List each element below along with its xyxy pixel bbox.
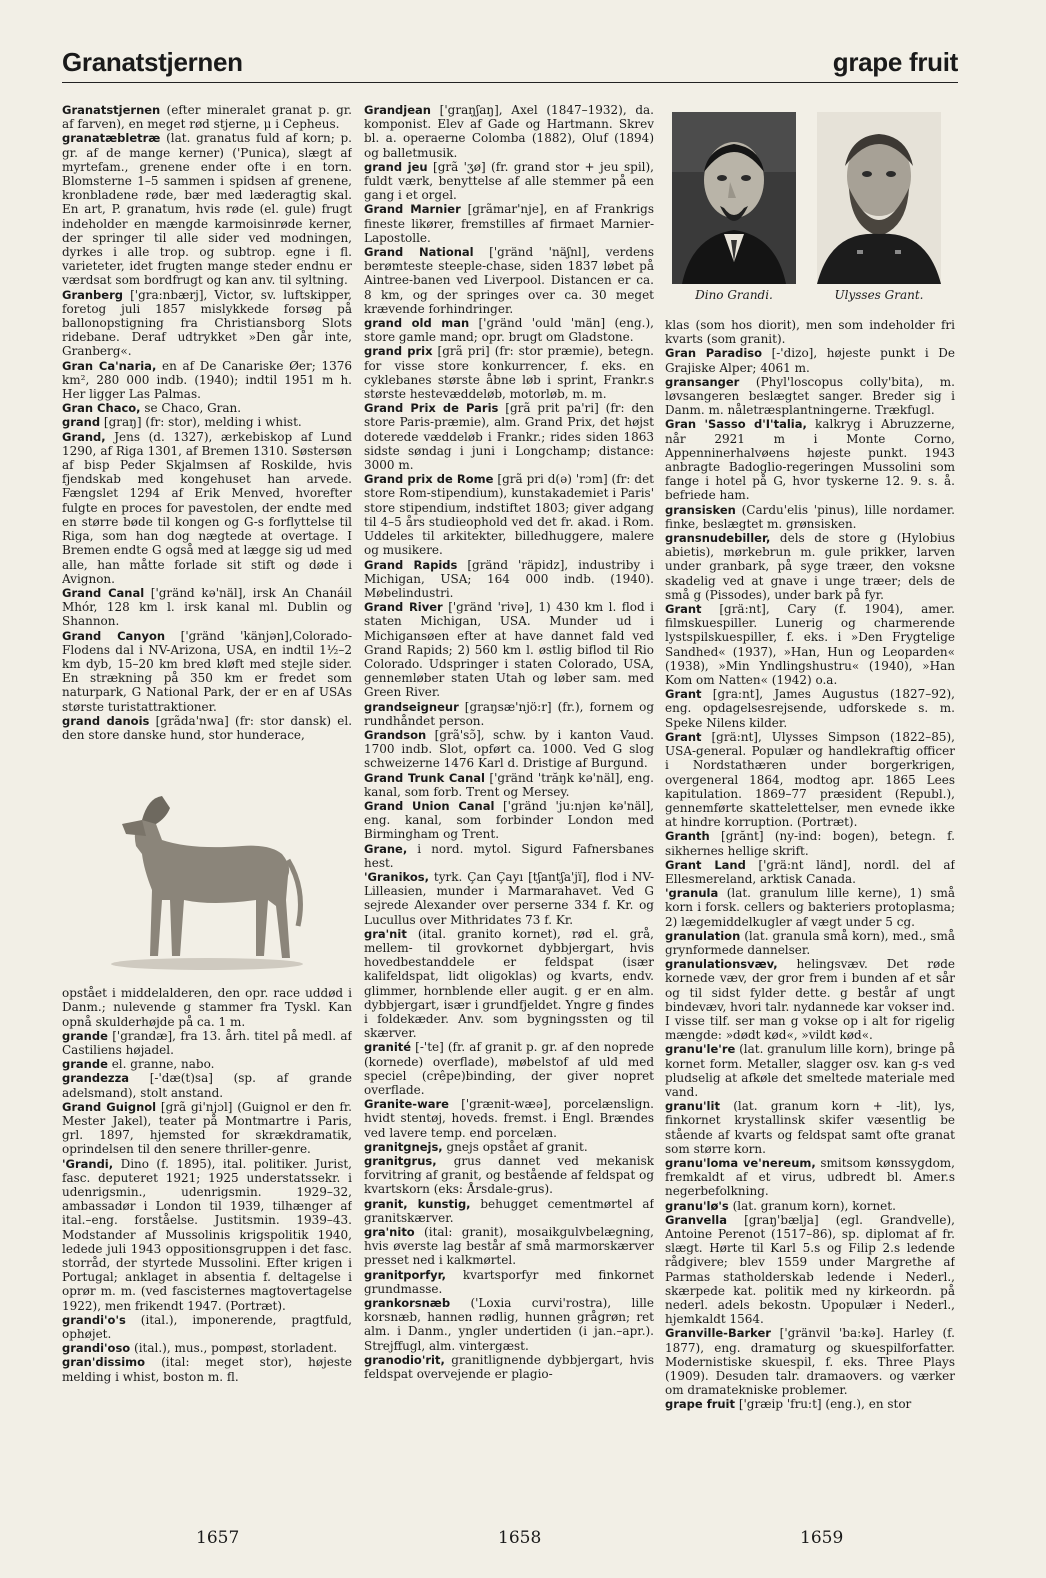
entry-headword: Grant Land <box>665 857 746 872</box>
dictionary-entry <box>364 1097 654 1140</box>
dictionary-entry <box>665 687 955 730</box>
page-number-1657: 1657 <box>196 1528 240 1548</box>
dictionary-entry <box>62 1071 352 1099</box>
entry-headword: grand old man <box>364 316 470 331</box>
entry-definition: [grã gi'njɔl] (Guignol er den fr. Mester Jakel), teater på Montmartre i Paris, grl. 1897, hjemsted for skrækdramatik, oprindelsen til den senere thriller-genre. <box>62 1099 352 1157</box>
left-guide-word: Granatstjernen <box>62 47 243 77</box>
dictionary-entry <box>62 131 352 287</box>
dictionary-entry <box>62 415 352 429</box>
entry-definition: ('Loxia curvi'rostra), lille korsnæb, hannen rødlig, hunnen grågrøn; ret alm. i Danm., yngler undertiden (i jan.–apr.). Strejffugl, alm. vintergæst. <box>364 1296 654 1353</box>
entry-headword: granatæbletræ <box>62 131 161 146</box>
entry-headword: granu'le're <box>665 1042 736 1057</box>
entry-definition: [-'te] (fr. af granit p. gr. af den noprede (kornede) overflade), møbelstof af uld med speciel (crêpe)binding, der giver nopret overflade. <box>364 1040 654 1098</box>
entry-headword: granodio'rit, <box>364 1352 445 1367</box>
dictionary-entry <box>665 858 955 886</box>
entry-definition: (Cardu'elis 'pinus), lille nordamer. finke, beslægtet m. grønsisken. <box>665 502 955 531</box>
entry-headword: grandezza <box>62 1071 130 1086</box>
entry-definition: (ital: meget stor), højeste melding i whist, boston m. fl. <box>62 1355 352 1384</box>
entry-definition: tyrk. Çan Çayı [tʃantʃa'jï], flod i NV-Lilleasien, munder i Marmarahavet. Ved G sejrede Alexander over perserne 334 f. Kr. og Lucullus over Mithridates 73 f. Kr. <box>364 869 654 927</box>
entry-definition: (ital: granit), mosaikgulvbelægning, hvis øverste lag består af små marmorskærver presset ned i kalkmørtel. <box>364 1225 654 1268</box>
column-1 <box>62 103 352 1500</box>
entry-definition: [grănt] (ny-ind: bogen), betegn. f. sikhernes hellige skrift. <box>665 829 955 858</box>
entry-headword: Grandson <box>364 727 427 742</box>
dictionary-entry <box>364 202 654 245</box>
entry-headword: grandi'o's <box>62 1312 126 1327</box>
dictionary-entry <box>62 586 352 629</box>
dictionary-entry <box>364 1197 654 1225</box>
entry-definition: [gra:nt], James Augustus (1827–92), eng. opdagelsesrejsende, udforskede s. m. Speke Nilens kilder. <box>665 687 955 730</box>
entry-headword: grand prix <box>364 344 433 359</box>
entry-definition: [grä:nt], Ulysses Simpson (1822–85), USA-general. Populær og handlekraftig officer i Nordstathæren under borgerkrigen, overgeneral 1864, modtog apr. 1865 Lees kapitulation. 1869–77 præsident (Republ.), gennemførte skattelettelser, men evnede ikke at hindre korruption. (Portræt). <box>665 729 955 830</box>
dictionary-entry <box>364 1140 654 1154</box>
dictionary-entry <box>665 1099 955 1156</box>
entry-definition: (lat. granum korn + -lit), lys, finkornet krystallinsk skifer væsentlig be stående af kvarts og feldspat samt ofte granat som større korn. <box>665 1099 955 1156</box>
dictionary-entry <box>62 1313 352 1341</box>
dictionary-entry <box>364 245 654 316</box>
entry-definition: kalkryg i Abruzzerne, når 2921 m i Monte Corno, Appenninerhalvøens højeste punkt. 1943 anbragte Badoglio-regeringen Mussolini som fange i hotel på G, hvor tyskerne 12. 9. s. å. befriede ham. <box>665 417 955 503</box>
entry-definition: (efter mineralet granat p. gr. af farven), en meget rød stjerne, μ i Cepheus. <box>62 103 352 132</box>
entry-definition: ['gränd 'näʃnl], verdens berømteste steeple-chase, siden 1837 løbet på Aintree-banen ved Liverpool. Distancen er ca. 8 km, og der springes over ca. 30 meget krævende forhindringer. <box>364 245 654 316</box>
dictionary-entry <box>364 1040 654 1097</box>
dictionary-entry <box>62 1100 352 1157</box>
entry-definition: kvartsporfyr med finkornet grundmasse. <box>364 1267 654 1296</box>
entry-headword: Grand Guignol <box>62 1099 157 1114</box>
dictionary-entry <box>62 401 352 415</box>
entry-headword: Gran Paradiso <box>665 346 763 361</box>
dictionary-entry <box>665 602 955 687</box>
dictionary-entry <box>364 842 654 870</box>
entry-headword: Grand Canal <box>62 585 145 600</box>
entry-definition: [grã pri d(ə) 'rɔm] (fr: det store Rom-stipendium), kunstakademiet i Paris' store stipendium, indstiftet 1803; giver adgang til 4–5 års studieophold ved det fr. akad. i Rom. Uddeles til arkitekter, billedhuggere, malere og musikere. <box>364 472 654 558</box>
entry-headword: grande <box>62 1028 108 1043</box>
dictionary-entry <box>364 558 654 601</box>
entry-definition: [-'dæ(t)sa] (sp. af grande adelsmand), stolt anstand. <box>62 1071 352 1100</box>
entry-headword: grand danois <box>62 713 150 728</box>
entry-definition: klas (som hos diorit), men som indeholder fri kvarts (som granit). <box>665 318 955 347</box>
entry-definition: ['grænit-wæə], porcelænslign. hvidt stentøj, hoveds. fremst. i Engl. Brændes ved lavere temp. end porcelæn. <box>364 1097 654 1140</box>
entry-definition: (lat. granum korn), kornet. <box>728 1198 896 1213</box>
entry-definition: ['gränd 'rivə], 1) 430 km l. flod i staten Michigan, USA. Munder ud i Michigansøen efter at have dannet fald ved Grand Rapids; 2) 560 km l. østlig biflod til Rio Colorado. Udspringer i staten Colorado, USA, gennemløber staten Utah og løber sam. med Green River. <box>364 600 654 700</box>
portrait-dino-grandi <box>672 112 796 284</box>
dictionary-entry <box>62 1355 352 1383</box>
entry-headword: Grant <box>665 602 702 617</box>
portrait-ulysses-grant <box>817 112 941 284</box>
entry-headword: Grand River <box>364 600 443 615</box>
entry-definition: [grä:nt], Cary (f. 1904), amer. filmskuespiller. Lunerig og charmerende lystspilskuespiller, f. eks. i »Den Frygtelige Sandhed« (1937), »Han, Hun og Leoparden« (1938), »Min Yndlingshustru« (1940), »Han Kom om Natten« (1942) o.a. <box>665 602 955 688</box>
dictionary-entry <box>62 288 352 359</box>
entry-headword: gransanger <box>665 374 740 389</box>
dictionary-entry <box>364 927 654 1041</box>
dictionary-entry <box>665 957 955 1042</box>
entry-headword: Grant <box>665 729 702 744</box>
dictionary-entry <box>62 1057 352 1071</box>
entry-headword: granité <box>364 1040 412 1055</box>
dictionary-entry <box>62 1029 352 1057</box>
page-number-1659: 1659 <box>800 1528 844 1548</box>
entry-headword: 'Granikos, <box>364 869 429 884</box>
dictionary-entry <box>665 1326 955 1397</box>
entry-headword: gra'nit <box>364 926 407 941</box>
entry-definition: grus dannet ved mekanisk forvitring af granit, og bestående af feldspat og kvartskorn (eks: Årsdale-grus). <box>364 1154 654 1197</box>
entry-definition: [graŋsæ'njö:r] (fr.), fornem og rundhåndet person. <box>364 699 654 728</box>
dictionary-entry <box>665 730 955 829</box>
column-2 <box>364 103 654 1500</box>
entry-headword: Granville-Barker <box>665 1326 771 1341</box>
entry-headword: Gran Chaco, <box>62 401 141 416</box>
entry-definition: smitsom kønssygdom, fremkaldt af et virus, udbredt bl. Amer.s negerbefolkning. <box>665 1155 955 1199</box>
entry-definition: ['grandæ], fra 13. årh. titel på medl. af Castiliens højadel. <box>62 1028 352 1057</box>
entry-definition: (lat. granatus fuld af korn; p. gr. af de mange kerner) ('Punica), slægt af myrtefam., grenene ender ofte i en torn. Blomsterne 1–5 sammen i spidsen af grenene, kronbladene røde, bær med læderagtig skal. En art, P. granatum, hvis røde (el. gule) frugt indeholder en mængde karmoisinrøde kerner, der springer til alle sider ved modningen, dyrkes i alle trop. og subtrop. egne i fl. varieteter, idet frugten mange steder endnu er værdsat som bordfrugt og kan anv. til syltning. <box>62 131 352 288</box>
dictionary-entry <box>364 1225 654 1268</box>
entry-definition: (lat. granula små korn), med., små grynformede dannelser. <box>665 928 955 957</box>
entry-headword: granitgrus, <box>364 1154 437 1169</box>
entry-headword: gra'nito <box>364 1225 415 1240</box>
entry-headword: 'Grandi, <box>62 1156 114 1171</box>
entry-headword: Granatstjernen <box>62 103 161 117</box>
dictionary-entry <box>364 316 654 344</box>
entry-headword: Granite-ware <box>364 1097 449 1112</box>
entry-headword: Gran Ca'naria, <box>62 358 157 373</box>
entry-headword: grape fruit <box>665 1397 735 1412</box>
dictionary-entry <box>364 700 654 728</box>
entry-definition: (ital.), imponerende, pragtfuld, ophøjet. <box>62 1312 352 1342</box>
entry-definition: ['gränd 'trăŋk kə'näl], eng. kanal, som forb. Trent og Mersey. <box>364 770 654 799</box>
entry-definition: Jens (d. 1327), ærkebiskop af Lund 1290, af Riga 1301, af Bremen 1310. Søstersøn af bisp Peder Skjalmsen af Roskilde, hvis fjendskab med kongehuset han arvede. Fængslet 1294 af Erik Menved, hvorefter fulgte en proces for pavestolen, der endte med en større bøde til kongen og G-s forflyttelse til Riga, som han dog nægtede at overtage. I Bremen endte G også med at lægge sig ud med alle, han måtte forlade sit stift og døde i Avignon. <box>62 429 352 586</box>
entry-headword: Grand prix de Rome <box>364 472 494 487</box>
entry-headword: Grand Prix de Paris <box>364 401 499 416</box>
dictionary-entry <box>665 1397 955 1411</box>
entry-headword: grankorsnæb <box>364 1296 451 1311</box>
entry-headword: grand jeu <box>364 159 428 174</box>
entry-definition: el. granne, nabo. <box>107 1057 215 1072</box>
entry-headword: granulation <box>665 928 741 943</box>
dictionary-entry <box>364 870 654 927</box>
entry-definition: ['gra:nbærj], Victor, sv. luftskipper, foretog juli 1857 mislykkede forsøg på ballonopstigning fra Christiansborg Slots ridebane. Deraf udtrykket »Den går inte, Granberg«. <box>62 287 352 359</box>
dictionary-entry <box>62 714 352 742</box>
entry-definition: (ital.), mus., pompøst, storladent. <box>130 1341 338 1356</box>
page-number-1658: 1658 <box>498 1528 542 1548</box>
entry-definition: ['gränd 'känjən],Colorado-Flodens dal i NV-Arizona, USA, en indtil 1½–2 km dyb, 15–20 km bred kløft med stejle sider. En strækning på 350 km er fredet som naturpark, G National Park, der er en af USAs største turistattraktioner. <box>62 628 352 714</box>
page-header <box>62 40 958 83</box>
dictionary-entry <box>364 401 654 472</box>
entry-definition: [graŋ] (fr: stor), melding i whist. <box>100 415 302 430</box>
caption-dino-grandi: Dino Grandi. <box>695 288 773 302</box>
dictionary-entry <box>665 829 955 857</box>
entry-headword: Grand Rapids <box>364 557 458 572</box>
dictionary-entry <box>62 103 352 131</box>
entry-definition: (Phyl'loscopus colly'bita), m. løvsangeren beslægtet sanger. Breder sig i Danm. m. nåletræsplantningerne. Trækfugl. <box>665 374 955 418</box>
great-dane-illustration <box>92 750 322 980</box>
entry-definition: Dino (f. 1895), ital. politiker. Jurist, fasc. deputeret 1921; 1925 understatssekr. i udenrigsmin., udenrigsmin. 1929–32, ambassadør i London til 1939, tilhænger af ital.–eng. forståelse. Justitsmin. 1939–43. Modstander af Mussolinis krigspolitik 1940, ledede juli 1943 oppositionsgruppen i det fasc. storråd, der styrtede Mussolini. Efter krigen i Portugal; anklaget in absentia f. deltagelse i oprør m. m. (ved fascisternes magtovertagelse 1922), men frikendt 1947. (Portræt). <box>62 1156 352 1313</box>
entry-definition: (lat. granulum lille korn), bringe på kornet form. Metaller, slagger osv. kan g-s ved pludselig at afkøle det smeltede materiale med vand. <box>665 1042 955 1099</box>
entry-headword: gransisken <box>665 502 736 517</box>
dictionary-entry <box>364 728 654 771</box>
entry-definition: ['gränd 'ould 'män] (eng.), store gamle mand; opr. brugt om Gladstone. <box>364 316 654 345</box>
dictionary-entry <box>665 318 955 346</box>
dictionary-entry <box>665 346 955 374</box>
entry-headword: grandseigneur <box>364 699 459 714</box>
entry-definition: [gränd 'räpidz], industriby i Michigan, USA; 164 000 indb. (1940). Møbelindustri. <box>364 557 654 600</box>
entry-definition: se Chaco, Gran. <box>140 401 242 416</box>
right-guide-word: grape fruit <box>832 47 958 77</box>
entry-headword: gran'dissimo <box>62 1355 146 1370</box>
entry-definition: ['graŋʃaŋ], Axel (1847–1932), da. komponist. Elev af Gade og Hartmann. Skrev bl. a. operaerne Colomba (1882), Oluf (1894) og balletmusik. <box>364 103 654 160</box>
entry-definition: helingsvæv. Det røde kornede væv, der gror frem i bunden af et sår og til sidst fylder dette. g består af ungt bindevæv, hvori talr. nydannede kar vokser ind. I visse tilf. ser man g vokse op i alt for rigelig mængde: »dødt kød«, »vildt kød«. <box>665 957 955 1043</box>
entry-definition: ['gränd kə'näl], irsk An Chanáil Mhór, 128 km l. irsk kanal ml. Dublin og Shannon. <box>62 585 352 629</box>
entry-headword: Granberg <box>62 287 123 302</box>
dictionary-entry <box>364 1268 654 1296</box>
dictionary-entry <box>364 600 654 699</box>
dictionary-entry <box>364 1296 654 1353</box>
dictionary-entry <box>665 531 955 602</box>
entry-definition: ['grä:nt länd], nordl. del af Ellesmereland, arktisk Canada. <box>665 857 955 886</box>
entry-definition: dels de store g (Hylobius abietis), mørkebrun m. gule prikker, larven under granbark, på syge træer, den voksne skadelig ved at gnave i unge træer; dels de små g (Pissodes), under bark på fyr. <box>665 531 955 602</box>
entry-definition: behugget cementmørtel af granitskærver. <box>364 1196 654 1225</box>
entry-headword: Grand Union Canal <box>364 798 495 813</box>
entry-definition: [grã 'ʒø] (fr. grand stor + jeu spil), fuldt værk, benyttelse af alle stemmer på een gang i et orgel. <box>364 159 654 203</box>
entry-definition: [grãda'nwa] (fr: stor dansk) el. den store danske hund, stor hunderace, <box>62 713 352 742</box>
entry-definition: [grãmar'nje], en af Frankrigs fineste likører, fremstilles af firmaet Marnier-Lapostolle. <box>364 202 654 245</box>
column-3 <box>665 318 955 1500</box>
dictionary-entry <box>665 929 955 957</box>
entry-definition: [grã'sɔ̃], schw. by i kanton Vaud. 1700 indb. Slot, opført ca. 1000. Ved G slog schweizerne 1476 Karl d. Dristige af Burgund. <box>364 727 654 771</box>
entry-headword: Grant <box>665 687 702 702</box>
dictionary-entry <box>62 629 352 714</box>
dictionary-entry <box>364 1154 654 1197</box>
entry-headword: grande <box>62 1057 108 1072</box>
dictionary-entry <box>62 430 352 586</box>
dictionary-entry <box>665 417 955 502</box>
entry-definition: gnejs opstået af granit. <box>442 1139 588 1154</box>
entry-definition: ['græip 'fru:t] (eng.), en stor <box>735 1397 912 1412</box>
dictionary-entry <box>665 375 955 418</box>
entry-definition: (lat. granulum lille kerne), 1) små korn i forsk. cellers og bakteriers protoplasma; 2) lægemiddelkugler af vægt under 5 cg. <box>665 886 955 929</box>
entry-headword: Granth <box>665 829 710 844</box>
entry-definition: [-'dizo], højeste punkt i De Grajiske Alper; 4061 m. <box>665 346 955 375</box>
dictionary-entry <box>62 1341 352 1355</box>
dictionary-entry <box>364 472 654 557</box>
dictionary-entry <box>665 886 955 929</box>
entry-definition: (ital. granito kornet), rød el. grå, mellem- til grovkornet dybbjergart, hvis hovedbestanddele er feldspat (især kalifeldspat, lidt oligoklas) og kvarts, endv. glimmer, hornblende eller augit. g er en alm. dybbjergart, især i grundfjeldet. Yngre g findes i foldekæder. Anv. som bygningssten og til skærver. <box>364 926 654 1041</box>
entry-headword: grand <box>62 415 101 430</box>
dictionary-entry <box>665 1156 955 1199</box>
entry-headword: granu'loma ve'nereum, <box>665 1155 816 1170</box>
dictionary-entry <box>364 160 654 203</box>
entry-definition: [grã prit pa'ri] (fr: den store Paris-præmie), alm. Grand Prix, det højst doterede væddeløb i Frankr.; rides siden 1863 sidste søndag i juni i Longchamp; distance: 3000 m. <box>364 401 654 473</box>
entry-headword: gransnudebiller, <box>665 531 771 546</box>
dictionary-entry <box>62 986 352 1029</box>
entry-headword: granu'lø's <box>665 1198 729 1213</box>
entry-definition: [grã pri] (fr: stor præmie), betegn. for visse store konkurrencer, f. eks. en cyklebanes største åbne løb i sprint, Frankr.s største hestevæddeløb, motorløb, m. m. <box>364 344 654 402</box>
dictionary-entry <box>364 1353 654 1381</box>
entry-headword: Grandjean <box>364 103 431 117</box>
entry-headword: granitgnejs, <box>364 1139 443 1154</box>
entry-headword: 'granula <box>665 886 719 901</box>
entry-headword: granu'lit <box>665 1099 720 1114</box>
dictionary-entry <box>62 359 352 402</box>
entry-headword: Grand, <box>62 429 106 444</box>
dictionary-entry <box>364 344 654 401</box>
entry-headword: granulationsvæv, <box>665 957 778 972</box>
entry-headword: granit, kunstig, <box>364 1196 471 1211</box>
dictionary-entry <box>665 1042 955 1099</box>
entry-headword: Grand Marnier <box>364 202 461 217</box>
entry-headword: grandi'oso <box>62 1341 131 1356</box>
dictionary-entry <box>364 103 654 160</box>
entry-headword: Granvella <box>665 1212 727 1227</box>
entry-definition: i nord. mytol. Sigurd Fafnersbanes hest. <box>364 841 654 870</box>
dictionary-entry <box>665 503 955 531</box>
entry-definition: [graŋ'bælja] (egl. Grandvelle), Antoine Perenot (1517–86), sp. diplomat af fr. slægt. Hørte til Karl 5.s og Filip 2.s ledende rådgivere; blev 1559 under Margrethe af Parmas statholderskab ledende i Nederl., skærpede kat. politik med ny kirkeordn. på nederl. adels bekostn. Upopulær i Nederl., hjemkaldt 1564. <box>665 1212 955 1327</box>
entry-definition: ['gränd 'ju:njən kə'näl], eng. kanal, som forbinder London med Birmingham og Trent. <box>364 798 654 842</box>
entry-definition: en af De Canariske Øer; 1376 km², 280 000 indb. (1940); indtil 1951 m h. Her ligger Las Palmas. <box>62 358 352 402</box>
portrait-pair <box>672 112 952 312</box>
entry-headword: granitporfyr, <box>364 1267 446 1282</box>
entry-definition: ['gränvil 'ba:kə]. Harley (f. 1877), eng. dramaturg og skuespilforfatter. Modernistiske skuespil, f. eks. Three Plays (1909). Desuden talr. dramaovers. og værker om dramatekniske problemer. <box>665 1326 955 1398</box>
dictionary-entry <box>665 1199 955 1213</box>
entry-definition: granitlignende dybbjergart, hvis feldspat overvejende er plagio- <box>364 1352 654 1382</box>
dictionary-entry <box>364 799 654 842</box>
entry-headword: Grand Canyon <box>62 628 166 643</box>
caption-ulysses-grant: Ulysses Grant. <box>834 288 924 302</box>
entry-headword: Grand National <box>364 245 474 260</box>
entry-definition: opstået i middelalderen, den opr. race uddød i Danm.; nulevende g stammer fra Tyskl. Kan opnå skulderhøjde på ca. 1 m. <box>62 986 352 1029</box>
entry-headword: Grane, <box>364 841 408 856</box>
entry-headword: Grand Trunk Canal <box>364 770 485 785</box>
dictionary-entry <box>364 771 654 799</box>
dictionary-entry <box>665 1213 955 1327</box>
dictionary-entry <box>62 1157 352 1313</box>
entry-headword: Gran 'Sasso d'I'talia, <box>665 417 807 432</box>
